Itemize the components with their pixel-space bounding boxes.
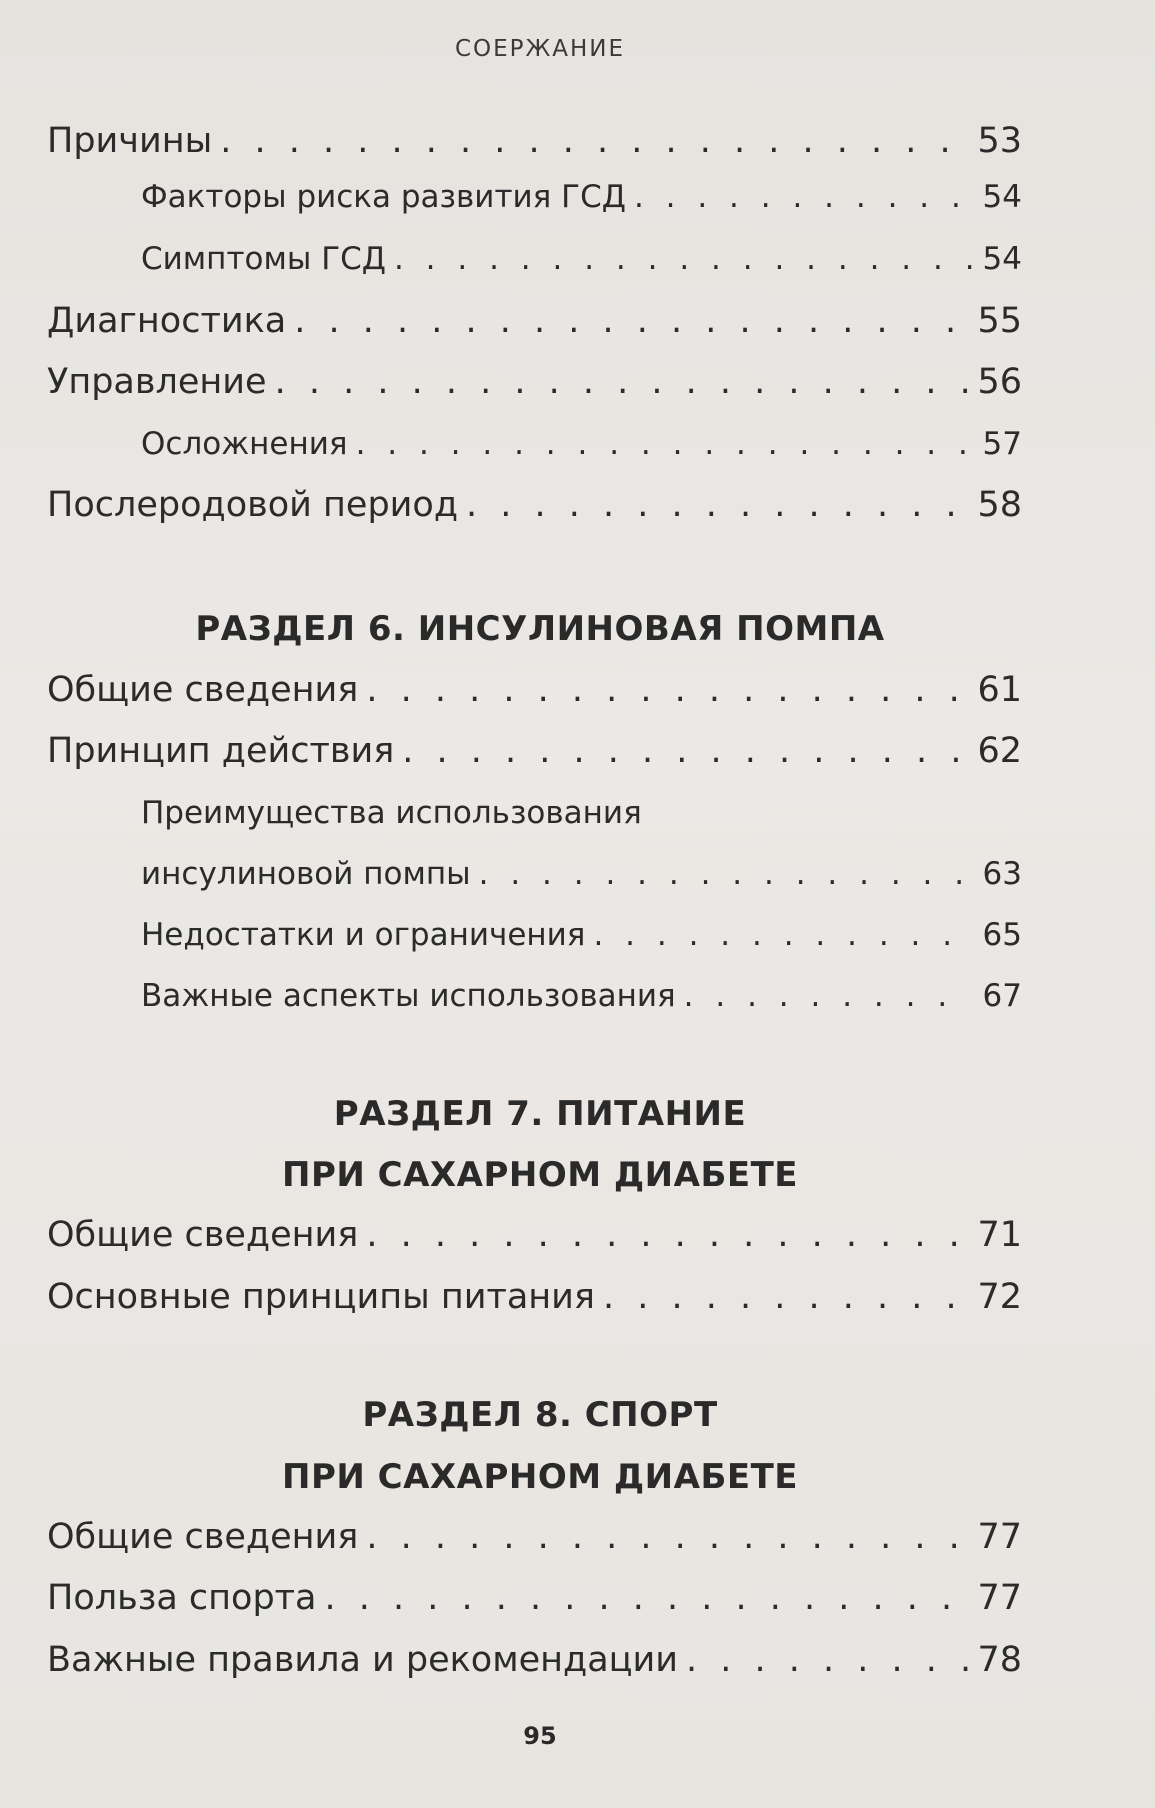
toc-entry-page: 55 bbox=[977, 301, 1022, 341]
toc-entry-title: Преимущества использования bbox=[141, 795, 642, 831]
toc-entry-page: 77 bbox=[977, 1578, 1022, 1618]
toc-entry-title: Польза спорта bbox=[47, 1578, 317, 1618]
section-heading: РАЗДЕЛ 8. СПОРТ bbox=[362, 1395, 718, 1435]
toc-entry bbox=[47, 1510, 1022, 1564]
toc-entry-title: Недостатки и ограничения bbox=[141, 917, 586, 953]
toc-entry-title: Причины bbox=[47, 121, 213, 161]
toc-entry-title: Симптомы ГСД bbox=[141, 241, 386, 277]
running-head: СОЕРЖАНИЕ bbox=[454, 36, 626, 62]
toc-entry-page: 53 bbox=[977, 121, 1022, 161]
toc-entry bbox=[47, 724, 1022, 778]
dot-leader bbox=[356, 417, 972, 471]
dot-leader bbox=[466, 478, 972, 532]
toc-entry-page: 77 bbox=[977, 1517, 1022, 1557]
toc-entry-page: 78 bbox=[977, 1640, 1022, 1680]
dot-leader bbox=[366, 1208, 972, 1262]
toc-entry-page: 63 bbox=[982, 856, 1022, 892]
toc-entry bbox=[47, 114, 1022, 168]
toc-subentry bbox=[141, 232, 1022, 286]
toc-entry-page: 54 bbox=[982, 241, 1022, 277]
dot-leader bbox=[479, 847, 972, 901]
toc-entry-title: Основные принципы питания bbox=[47, 1277, 595, 1317]
toc-entry-page: 65 bbox=[982, 917, 1022, 953]
toc-entry-page: 71 bbox=[977, 1215, 1022, 1255]
toc-entry bbox=[47, 663, 1022, 717]
toc-subentry-line bbox=[141, 786, 1022, 840]
toc-entry bbox=[47, 1633, 1022, 1687]
page-number: 95 bbox=[523, 1722, 557, 1750]
dot-leader bbox=[684, 969, 972, 1023]
dot-leader bbox=[294, 294, 972, 348]
toc-entry-page: 72 bbox=[977, 1277, 1022, 1317]
toc-entry-page: 58 bbox=[977, 485, 1022, 525]
toc-entry-title: Общие сведения bbox=[47, 1517, 359, 1557]
toc-entry-title: Осложнения bbox=[141, 426, 348, 462]
toc-entry bbox=[47, 1270, 1022, 1324]
toc-subentry bbox=[141, 969, 1022, 1023]
toc-entry-title: Важные правила и рекомендации bbox=[47, 1640, 678, 1680]
toc-entry-page: 67 bbox=[982, 978, 1022, 1014]
toc-entry bbox=[47, 1208, 1022, 1262]
toc-subentry bbox=[141, 847, 1022, 901]
toc-entry-page: 61 bbox=[977, 670, 1022, 710]
section-heading: ПРИ САХАРНОМ ДИАБЕТЕ bbox=[281, 1457, 798, 1497]
toc-entry-title: Факторы риска развития ГСД bbox=[141, 179, 626, 215]
dot-leader bbox=[366, 1510, 972, 1564]
toc-entry-page: 54 bbox=[982, 179, 1022, 215]
toc-entry bbox=[47, 355, 1022, 409]
dot-leader bbox=[686, 1633, 972, 1687]
toc-entry-page: 62 bbox=[977, 731, 1022, 771]
toc-subentry bbox=[141, 417, 1022, 471]
toc-entry bbox=[47, 1571, 1022, 1625]
dot-leader bbox=[634, 170, 972, 224]
section-heading: ПРИ САХАРНОМ ДИАБЕТЕ bbox=[281, 1155, 798, 1195]
toc-entry-title: Важные аспекты использования bbox=[141, 978, 676, 1014]
toc-entry bbox=[47, 294, 1022, 348]
dot-leader bbox=[603, 1270, 972, 1324]
toc-entry-title: Управление bbox=[47, 362, 267, 402]
toc-entry-page: 57 bbox=[982, 426, 1022, 462]
section-heading: РАЗДЕЛ 7. ПИТАНИЕ bbox=[333, 1094, 747, 1134]
toc-entry-title: Общие сведения bbox=[47, 1215, 359, 1255]
dot-leader bbox=[593, 908, 972, 962]
dot-leader bbox=[402, 724, 972, 778]
toc-entry-title: Диагностика bbox=[47, 301, 287, 341]
dot-leader bbox=[325, 1571, 972, 1625]
section-heading: РАЗДЕЛ 6. ИНСУЛИНОВАЯ ПОМПА bbox=[195, 609, 885, 649]
dot-leader bbox=[275, 355, 972, 409]
toc-entry-title: инсулиновой помпы bbox=[141, 856, 471, 892]
toc-entry-title: Послеродовой период bbox=[47, 485, 459, 525]
toc-entry-page: 56 bbox=[977, 362, 1022, 402]
dot-leader bbox=[220, 114, 972, 168]
toc-entry-title: Принцип действия bbox=[47, 731, 395, 771]
toc-entry-title: Общие сведения bbox=[47, 670, 359, 710]
toc-subentry bbox=[141, 170, 1022, 224]
toc-entry bbox=[47, 478, 1022, 532]
dot-leader bbox=[366, 663, 972, 717]
toc-subentry bbox=[141, 908, 1022, 962]
dot-leader bbox=[394, 232, 972, 286]
